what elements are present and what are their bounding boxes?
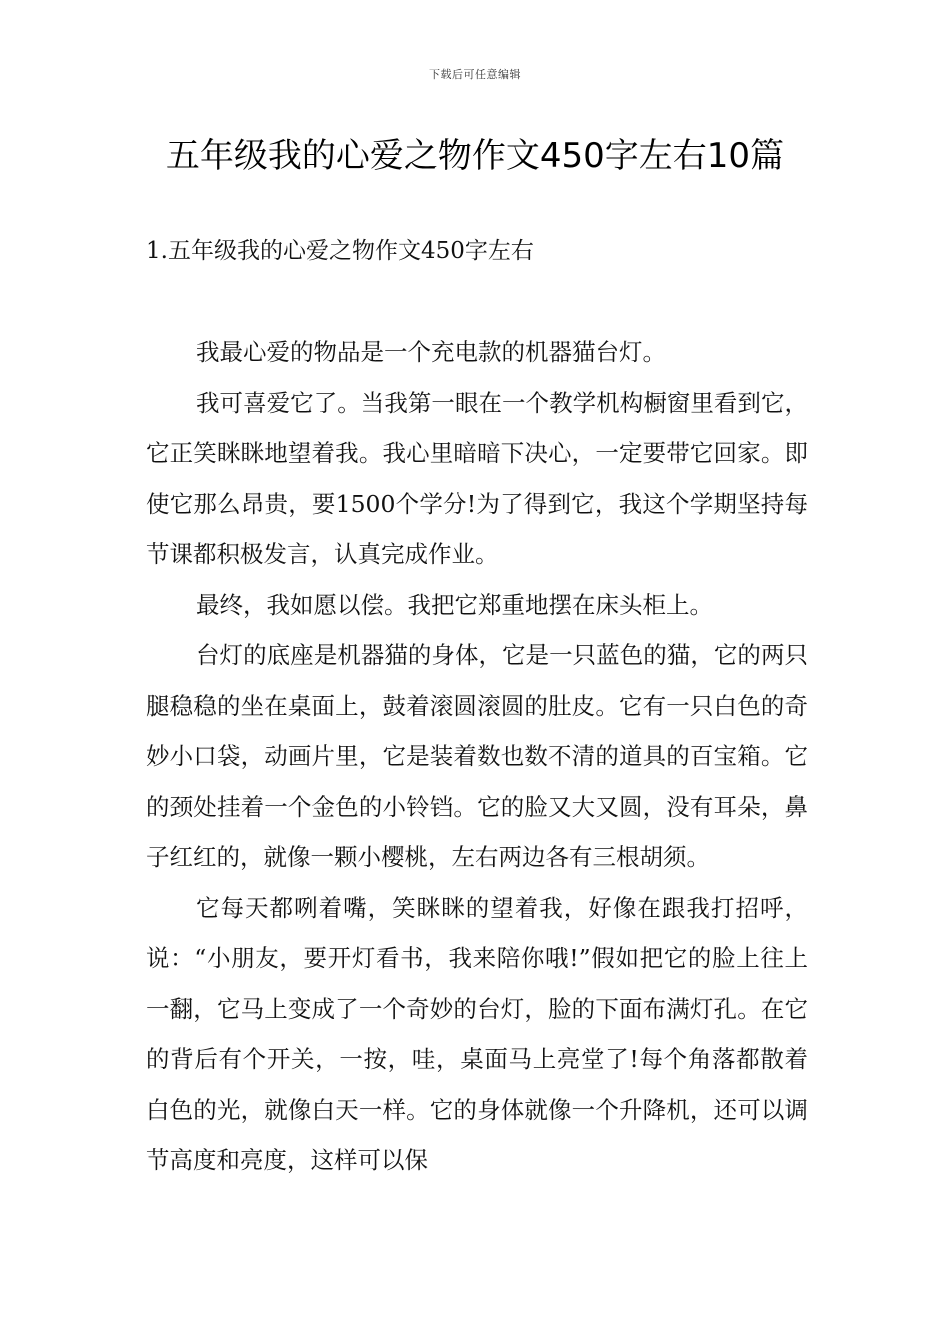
essay-body: [146, 327, 808, 1186]
section-heading: 1.五年级我的心爱之物作文450字左右: [146, 238, 534, 264]
paragraph: 最终，我如愿以偿。我把它郑重地摆在床头柜上。: [196, 590, 713, 619]
paragraph: 它每天都咧着嘴，笑眯眯的望着我，好像在跟我打招呼，说：“小朋友，要开灯看书，我来陪你哦!”假如把它的脸上往上一翻，它马上变成了一个奇妙的台灯，脸的下面布满灯孔。在它的背后有个开关，一按，哇，桌面马上亮堂了!每个角落都散着白色的光，就像白天一样。它的身体就像一个升降机，还可以调节高度和亮度，这样可以保: [146, 893, 808, 1174]
header-note: 下载后可任意编辑: [429, 68, 521, 81]
paragraph: 我可喜爱它了。当我第一眼在一个教学机构橱窗里看到它，它正笑眯眯地望着我。我心里暗暗下决心，一定要带它回家。即使它那么昂贵，要1500个学分!为了得到它，我这个学期坚持每节课都积极发言，认真完成作业。: [146, 388, 808, 568]
document-title: 五年级我的心爱之物作文450字左右10篇: [165, 136, 785, 176]
paragraph: 台灯的底座是机器猫的身体，它是一只蓝色的猫，它的两只腿稳稳的坐在桌面上，鼓着滚圆滚圆的肚皮。它有一只白色的奇妙小口袋，动画片里，它是装着数也数不清的道具的百宝箱。它的颈处挂着一个金色的小铃铛。它的脸又大又圆，没有耳朵，鼻子红红的，就像一颗小樱桃，左右两边各有三根胡须。: [146, 641, 808, 871]
paragraph: 我最心爱的物品是一个充电款的机器猫台灯。: [196, 338, 666, 366]
